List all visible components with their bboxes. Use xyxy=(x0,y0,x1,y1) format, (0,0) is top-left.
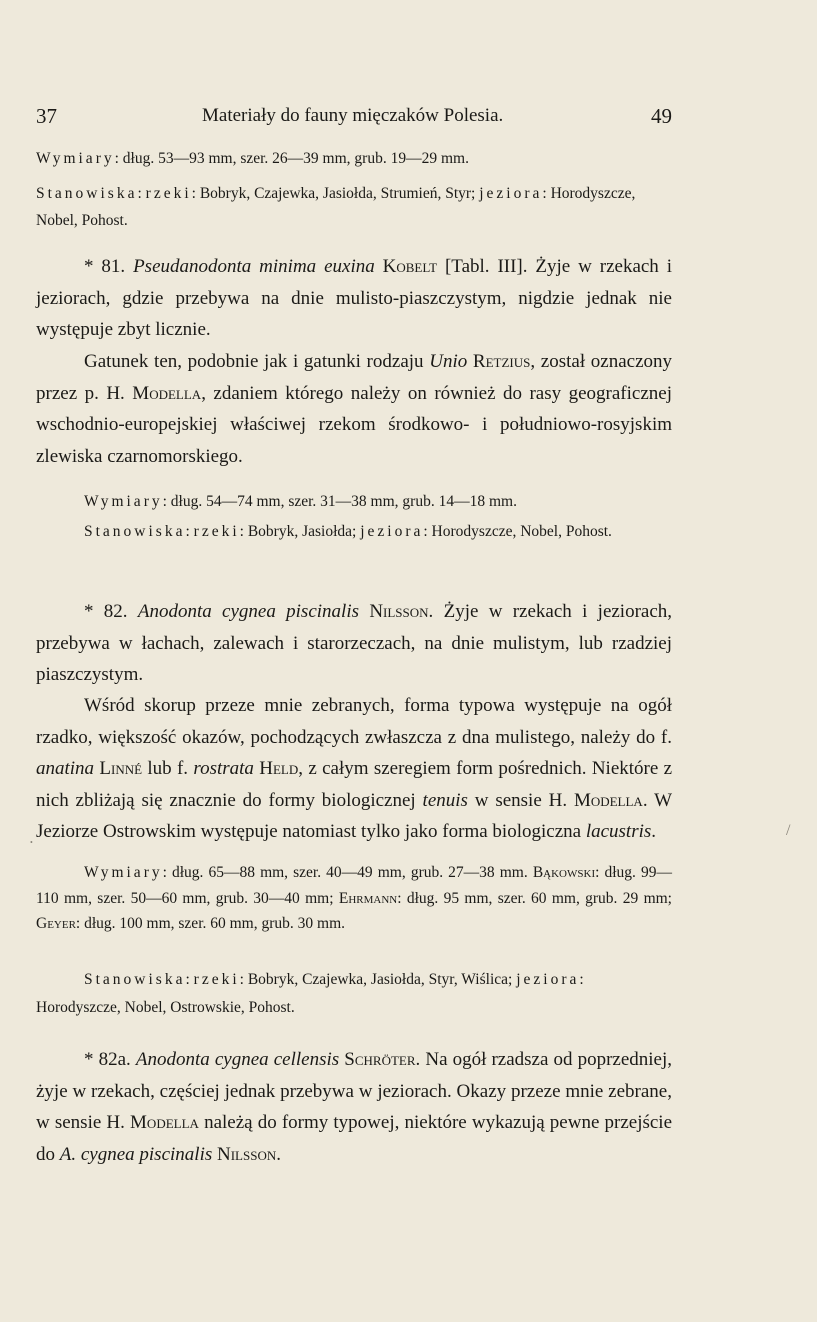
entry-81-paragraph: Gatunek ten, podobnie jak i gatunki rodzaju Unio Retzius, został oznaczony przez p. H. Modella, zdaniem którego należy on również do rasy geograficznej wschodnio-europejskiej właściwej rzekom środkowo- i południowo-rosyjskim zlewiska czarnomorskiego. xyxy=(36,351,673,467)
species-name: Anodonta cygnea cellensis xyxy=(135,1049,340,1070)
species-name: Pseudanodonta minima euxina xyxy=(133,256,375,277)
prev-dimensions: Wymiary: dług. 53—93 mm, szer. 26—39 mm, grub. 19—29 mm. xyxy=(36,150,469,167)
entry-81-habitats: Stanowiska: rzeki: Bobryk, Jasiołda; jeziora: Horodyszcze, Nobel, Pohost. xyxy=(84,523,612,540)
page-header xyxy=(36,104,672,132)
entry-82a: * 82a. Anodonta cygnea cellensis Schröter. Na ogół rzadsza od poprzedniej, żyje w rzekach, częściej jednak przebywa w jeziorach. Okazy przeze mnie zebrane, w sensie H. Modella należą do formy typowej, niektóre wykazują pewne przejście do A. cygnea piscinalis Nilsson. xyxy=(36,1049,673,1165)
running-title: Materiały do fauny mięczaków Polesia. xyxy=(202,105,504,126)
prev-habitats: Stanowiska: rzeki: Bobryk, Czajewka, Jasiołda, Strumień, Styr; jeziora: Horodyszcze, Nobel, Pohost. xyxy=(36,185,636,229)
entry-82-heading: * 82. Anodonta cygnea piscinalis Nilsson. Żyje w rzekach i jeziorach, przebywa w łachach, zalewach i starorzeczach, na dnie mulistym, lub rzadziej piaszczystym. xyxy=(36,601,673,685)
margin-stroke-mark: / xyxy=(786,822,791,839)
margin-dot-mark: • xyxy=(30,838,33,847)
entry-82-dimensions: Wymiary: dług. 65—88 mm, szer. 40—49 mm, grub. 27—38 mm. Bąkowski: dług. 99—110 mm, szer. 50—60 mm, grub. 30—40 mm; Ehrmann: dług. 95 mm, szer. 60 mm, grub. 29 mm; Geyer: dług. 100 mm, szer. 60 mm, grub. 30 mm. xyxy=(36,864,672,932)
page-number: 49 xyxy=(651,104,672,128)
entry-82-habitats: Stanowiska: rzeki: Bobryk, Czajewka, Jasiołda, Styr, Wiślica; jeziora: Horodyszcze, Nobel, Ostrowskie, Pohost. xyxy=(36,971,584,1016)
entry-82-paragraph: Wśród skorup przeze mnie zebranych, forma typowa występuje na ogół rzadko, większość okazów, pochodzących zwłaszcza z dna mulistego, należy do f. anatina Linné lub f. rostrata Held, z całym szeregiem form pośrednich. Niektóre z nich zbliżają się znacznie do formy biologicznej tenuis w sensie H. Modella. W Jeziorze Ostrowskim występuje natomiast tylko jako forma biologiczna lacustris. xyxy=(36,695,673,842)
entry-81-dimensions: Wymiary: dług. 54—74 mm, szer. 31—38 mm, grub. 14—18 mm. xyxy=(84,493,517,510)
species-name: Anodonta cygnea piscinalis xyxy=(137,601,359,622)
entry-81-heading: * 81. Pseudanodonta minima euxina Kobelt [Tabl. III]. Żyje w rzekach i jeziorach, gdzie przebywa na dnie mulisto-piaszczystym, nigdzie jednak nie występuje zbyt licznie. xyxy=(36,256,672,340)
header-left-number: 37 xyxy=(36,104,57,128)
